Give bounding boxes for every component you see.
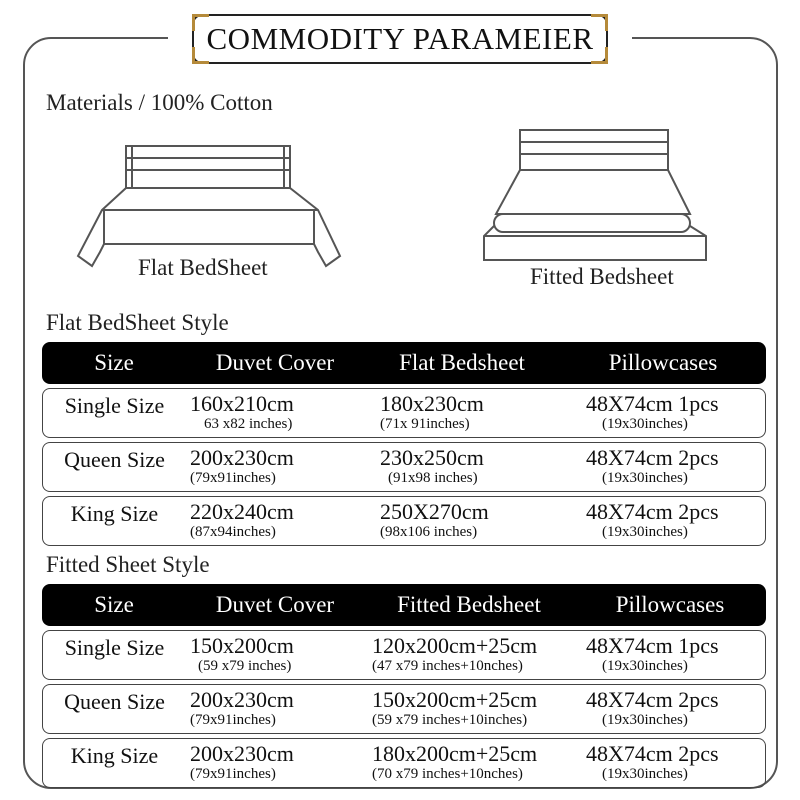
sheet-cm: 180x230cm (380, 391, 484, 416)
sheet-inches: (47 x79 inches+10nches) (372, 658, 523, 674)
sheet-cell (364, 684, 574, 734)
table-row (42, 442, 766, 492)
size-cell: Single Size (42, 388, 186, 438)
pillow-cell (574, 630, 766, 680)
table-header-row (42, 342, 766, 384)
sheet-cell (364, 738, 574, 788)
duvet-cm: 200x230cm (190, 445, 294, 470)
sheet-cell (364, 630, 574, 680)
duvet-inches: (79x91inches) (190, 766, 276, 782)
sheet-cell (364, 388, 560, 438)
duvet-inches: 63 x82 inches) (204, 416, 293, 432)
sheet-cm: 180x200cm+25cm (372, 741, 538, 766)
size-cell: King Size (42, 496, 186, 546)
pillow-inches: (19x30inches) (602, 766, 688, 782)
pillow-cell (574, 738, 766, 788)
pillow-cell (574, 684, 766, 734)
pillow-inches: (19x30inches) (602, 470, 688, 486)
duvet-cell (186, 684, 364, 734)
pillow-inches: (19x30inches) (602, 712, 688, 728)
pillow-cm: 48X74cm 1pcs (586, 391, 719, 416)
duvet-cm: 200x230cm (190, 687, 294, 712)
table-row (42, 630, 766, 680)
column-header: Size (42, 584, 186, 626)
fitted-section-title: Fitted Sheet Style (46, 552, 210, 577)
sheet-cm: 150x200cm+25cm (372, 687, 538, 712)
size-cell: Queen Size (42, 442, 186, 492)
pillow-inches: (19x30inches) (602, 416, 688, 432)
sheet-inches: (71x 91inches) (380, 416, 470, 432)
fitted-bedsheet-label: Fitted Bedsheet (530, 264, 674, 289)
flat-bedsheet-label: Flat BedSheet (138, 255, 268, 280)
sheet-cm: 250X270cm (380, 499, 489, 524)
page-title: COMMODITY PARAMEIER (206, 21, 594, 56)
corner-ornament (192, 47, 209, 64)
sheet-cell (364, 442, 560, 492)
corner-ornament (591, 47, 608, 64)
size-cell: Queen Size (42, 684, 186, 734)
table-row (42, 684, 766, 734)
column-header: Flat Bedsheet (364, 342, 560, 384)
pillow-cell (560, 388, 766, 438)
pillow-cm: 48X74cm 2pcs (586, 741, 719, 766)
pillow-cell (560, 442, 766, 492)
pillow-cm: 48X74cm 2pcs (586, 499, 719, 524)
sheet-inches: (70 x79 inches+10nches) (372, 766, 523, 782)
duvet-inches: (87x94inches) (190, 524, 276, 540)
title-box (192, 14, 608, 64)
sheet-inches: (59 x79 inches+10inches) (372, 712, 528, 728)
flat-section-title: Flat BedSheet Style (46, 310, 229, 335)
table-row (42, 738, 766, 788)
duvet-inches: (79x91inches) (190, 712, 276, 728)
column-header: Duvet Cover (186, 584, 364, 626)
sheet-inches: (98x106 inches) (380, 524, 478, 540)
fitted-bedsheet-illustration (480, 126, 710, 266)
sheet-cm: 120x200cm+25cm (372, 633, 538, 658)
pillow-cm: 48X74cm 2pcs (586, 445, 719, 470)
title-banner (168, 8, 632, 68)
pillow-cell (560, 496, 766, 546)
column-header: Pillowcases (560, 342, 766, 384)
duvet-cm: 160x210cm (190, 391, 294, 416)
duvet-cell (186, 442, 364, 492)
duvet-inches: (59 x79 inches) (198, 658, 292, 674)
pillow-inches: (19x30inches) (602, 658, 688, 674)
fitted-sheet-table (42, 580, 766, 792)
pillow-inches: (19x30inches) (602, 524, 688, 540)
corner-ornament (192, 14, 209, 31)
table-row (42, 496, 766, 546)
duvet-cm: 220x240cm (190, 499, 294, 524)
sheet-cm: 230x250cm (380, 445, 484, 470)
pillow-cm: 48X74cm 2pcs (586, 687, 719, 712)
column-header: Pillowcases (574, 584, 766, 626)
duvet-cm: 200x230cm (190, 741, 294, 766)
size-cell: Single Size (42, 630, 186, 680)
duvet-cell (186, 738, 364, 788)
column-header: Duvet Cover (186, 342, 364, 384)
size-cell: King Size (42, 738, 186, 788)
column-header: Fitted Bedsheet (364, 584, 574, 626)
column-header: Size (42, 342, 186, 384)
duvet-cell (186, 388, 364, 438)
table-header-row (42, 584, 766, 626)
table-row (42, 388, 766, 438)
materials-text: Materials / 100% Cotton (46, 90, 273, 115)
pillow-cm: 48X74cm 1pcs (586, 633, 719, 658)
duvet-cell (186, 496, 364, 546)
sheet-inches: (91x98 inches) (388, 470, 478, 486)
corner-ornament (591, 14, 608, 31)
sheet-cell (364, 496, 560, 546)
duvet-cell (186, 630, 364, 680)
duvet-inches: (79x91inches) (190, 470, 276, 486)
duvet-cm: 150x200cm (190, 633, 294, 658)
flat-bedsheet-illustration (74, 140, 344, 270)
flat-sheet-table (42, 338, 766, 550)
